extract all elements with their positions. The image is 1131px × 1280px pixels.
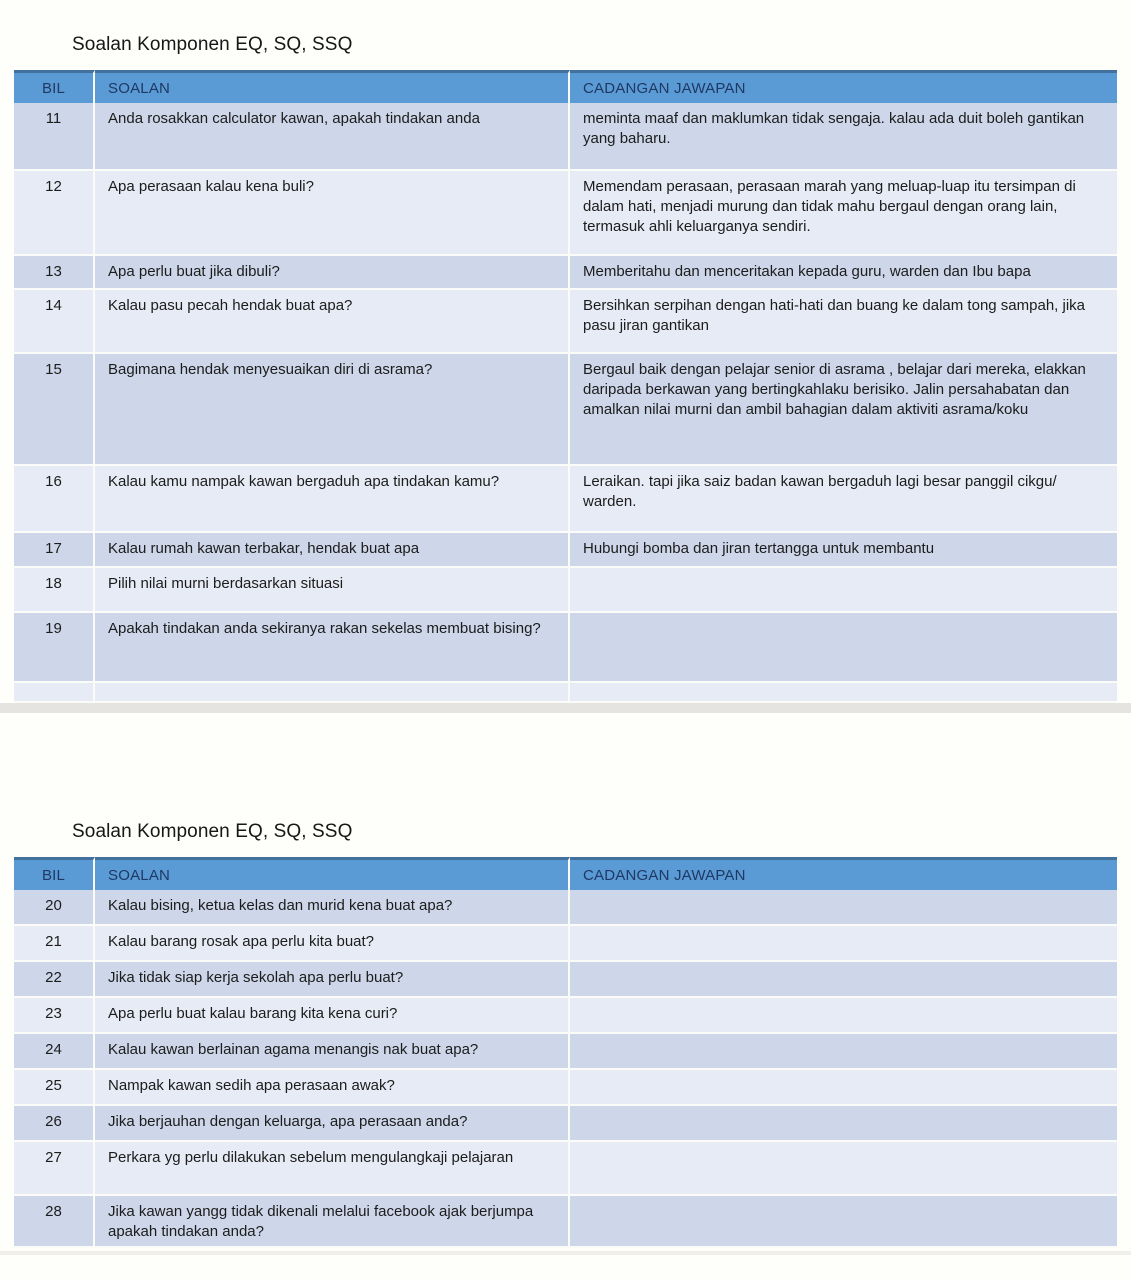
section-divider — [0, 703, 1131, 713]
answer-cell — [570, 1070, 1117, 1106]
row-number-cell: 16 — [14, 466, 95, 533]
answer-cell — [570, 962, 1117, 998]
answer-cell: Memendam perasaan, perasaan marah yang meluap-luap itu tersimpan di dalam hati, menjadi murung dan tidak mahu bergaul dengan orang lain, termasuk ahli keluarganya sendiri. — [570, 171, 1117, 256]
question-cell: Anda rosakkan calculator kawan, apakah tindakan anda — [95, 103, 570, 171]
answer-cell — [570, 568, 1117, 613]
table-row — [14, 533, 1117, 568]
column-header-cadangan-jawapan: CADANGAN JAWAPAN — [570, 70, 1117, 103]
table-row — [14, 613, 1117, 683]
row-number-cell: 21 — [14, 926, 95, 962]
row-number-cell — [14, 683, 95, 703]
answer-cell — [570, 683, 1117, 703]
question-cell: Nampak kawan sedih apa perasaan awak? — [95, 1070, 570, 1106]
row-number-cell: 11 — [14, 103, 95, 171]
column-header-bil: BIL — [14, 70, 95, 103]
table-row — [14, 890, 1117, 926]
answer-cell — [570, 1196, 1117, 1248]
column-header-bil: BIL — [14, 857, 95, 890]
table-row — [14, 1142, 1117, 1196]
answer-cell — [570, 1142, 1117, 1196]
row-number-cell: 17 — [14, 533, 95, 568]
answer-cell — [570, 613, 1117, 683]
row-number-cell: 14 — [14, 290, 95, 354]
column-header-soalan: SOALAN — [95, 857, 570, 890]
question-cell: Perkara yg perlu dilakukan sebelum mengulangkaji pelajaran — [95, 1142, 570, 1196]
question-cell: Apa perlu buat kalau barang kita kena curi? — [95, 998, 570, 1034]
table-row — [14, 171, 1117, 256]
question-cell: Kalau kawan berlainan agama menangis nak buat apa? — [95, 1034, 570, 1070]
table-header-row — [14, 70, 1117, 103]
answer-cell — [570, 926, 1117, 962]
answer-cell: Memberitahu dan menceritakan kepada guru, warden dan Ibu bapa — [570, 256, 1117, 290]
row-number-cell: 22 — [14, 962, 95, 998]
table-row — [14, 683, 1117, 703]
table-body — [14, 890, 1117, 1248]
row-number-cell: 19 — [14, 613, 95, 683]
answer-cell: Hubungi bomba dan jiran tertangga untuk membantu — [570, 533, 1117, 568]
page-title: Soalan Komponen EQ, SQ, SSQ — [72, 821, 353, 842]
question-cell — [95, 683, 570, 703]
row-number-cell: 27 — [14, 1142, 95, 1196]
qa-table-2 — [14, 857, 1117, 1248]
question-cell: Jika tidak siap kerja sekolah apa perlu buat? — [95, 962, 570, 998]
table-row — [14, 1106, 1117, 1142]
row-number-cell: 15 — [14, 354, 95, 466]
bottom-divider — [0, 1251, 1131, 1255]
table-body — [14, 103, 1117, 703]
row-number-cell: 24 — [14, 1034, 95, 1070]
question-cell: Kalau bising, ketua kelas dan murid kena buat apa? — [95, 890, 570, 926]
answer-cell — [570, 1034, 1117, 1070]
table-row — [14, 926, 1117, 962]
question-cell: Pilih nilai murni berdasarkan situasi — [95, 568, 570, 613]
answer-cell: Bergaul baik dengan pelajar senior di asrama , belajar dari mereka, elakkan daripada berkawan yang bertingkahlaku berisiko. Jalin persahabatan dan amalkan nilai murni dan ambil bahagian dalam aktiviti asrama/koku — [570, 354, 1117, 466]
question-cell: Kalau barang rosak apa perlu kita buat? — [95, 926, 570, 962]
table-row — [14, 466, 1117, 533]
table-row — [14, 962, 1117, 998]
table-row — [14, 103, 1117, 171]
answer-cell — [570, 890, 1117, 926]
question-cell: Apa perasaan kalau kena buli? — [95, 171, 570, 256]
table-row — [14, 290, 1117, 354]
question-cell: Kalau pasu pecah hendak buat apa? — [95, 290, 570, 354]
table-row — [14, 568, 1117, 613]
row-number-cell: 20 — [14, 890, 95, 926]
row-number-cell: 28 — [14, 1196, 95, 1248]
row-number-cell: 13 — [14, 256, 95, 290]
row-number-cell: 25 — [14, 1070, 95, 1106]
question-cell: Apa perlu buat jika dibuli? — [95, 256, 570, 290]
table-row — [14, 256, 1117, 290]
answer-cell — [570, 1106, 1117, 1142]
page-title: Soalan Komponen EQ, SQ, SSQ — [72, 34, 353, 55]
question-cell: Kalau rumah kawan terbakar, hendak buat apa — [95, 533, 570, 568]
row-number-cell: 23 — [14, 998, 95, 1034]
answer-cell — [570, 998, 1117, 1034]
column-header-cadangan-jawapan: CADANGAN JAWAPAN — [570, 857, 1117, 890]
column-header-soalan: SOALAN — [95, 70, 570, 103]
answer-cell: Leraikan. tapi jika saiz badan kawan bergaduh lagi besar panggil cikgu/ warden. — [570, 466, 1117, 533]
row-number-cell: 18 — [14, 568, 95, 613]
row-number-cell: 26 — [14, 1106, 95, 1142]
question-cell: Apakah tindakan anda sekiranya rakan sekelas membuat bising? — [95, 613, 570, 683]
row-number-cell: 12 — [14, 171, 95, 256]
table-row — [14, 1070, 1117, 1106]
answer-cell: Bersihkan serpihan dengan hati-hati dan buang ke dalam tong sampah, jika pasu jiran gantikan — [570, 290, 1117, 354]
table-row — [14, 1196, 1117, 1248]
table-row — [14, 1034, 1117, 1070]
question-table-section-2 — [0, 821, 1131, 1248]
table-header-row — [14, 857, 1117, 890]
question-cell: Bagimana hendak menyesuaikan diri di asrama? — [95, 354, 570, 466]
question-cell: Jika kawan yangg tidak dikenali melalui facebook ajak berjumpa apakah tindakan anda? — [95, 1196, 570, 1248]
table-row — [14, 354, 1117, 466]
question-cell: Jika berjauhan dengan keluarga, apa perasaan anda? — [95, 1106, 570, 1142]
question-cell: Kalau kamu nampak kawan bergaduh apa tindakan kamu? — [95, 466, 570, 533]
answer-cell: meminta maaf dan maklumkan tidak sengaja. kalau ada duit boleh gantikan yang baharu. — [570, 103, 1117, 171]
qa-table-1 — [14, 70, 1117, 703]
table-row — [14, 998, 1117, 1034]
